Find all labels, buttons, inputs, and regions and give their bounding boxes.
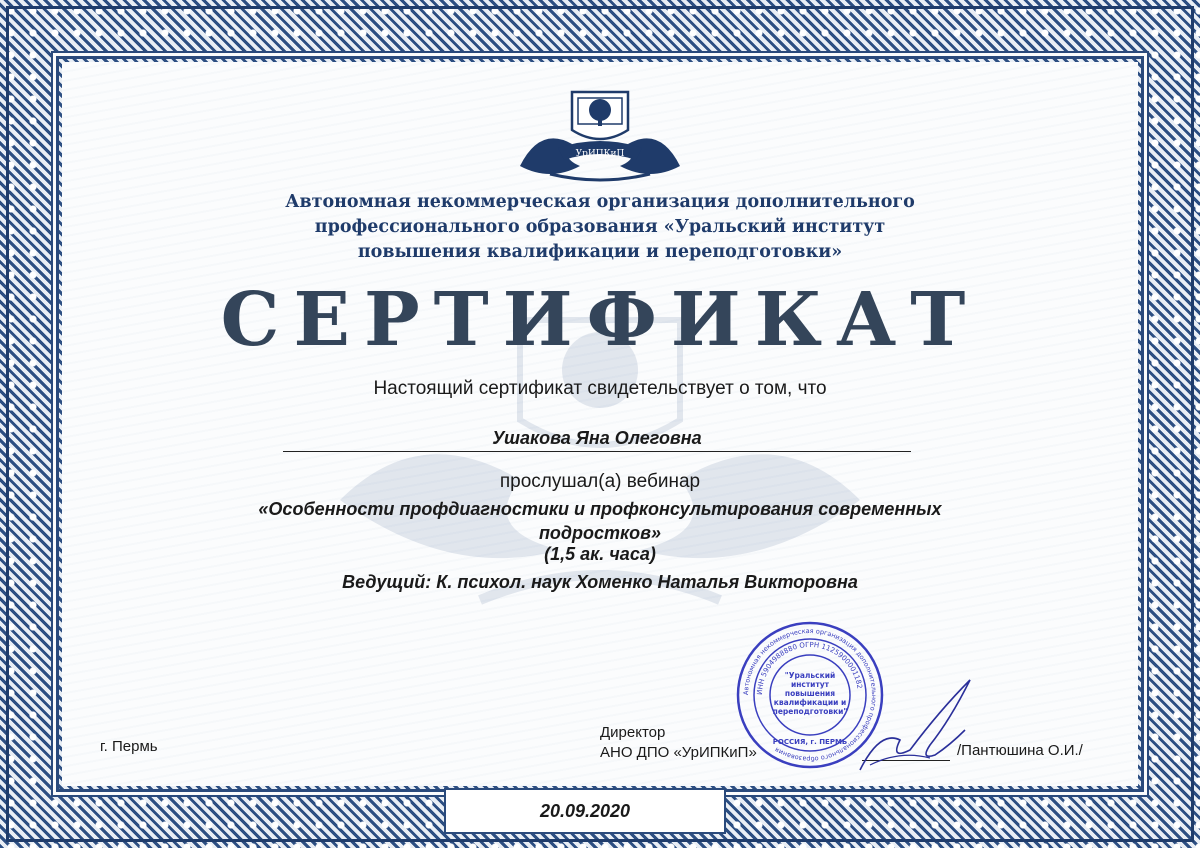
director-signature-icon	[840, 670, 980, 780]
presenter-name: Ведущий: К. психол. наук Хоменко Наталья Викторовна	[342, 572, 858, 592]
svg-text:УрИПКиП: УрИПКиП	[575, 149, 625, 159]
certificate-title: СЕРТИФИКАТ	[220, 277, 980, 363]
tree-book-emblem-icon	[510, 86, 690, 190]
recipient-name: Ушакова Яна Олеговна	[283, 428, 911, 452]
organization-name	[250, 190, 950, 265]
seal-center-line-3: повышения	[784, 689, 836, 698]
webinar-hours: (1,5 ак. часа)	[544, 544, 656, 564]
director-block	[600, 723, 757, 763]
director-title: Директор	[600, 724, 666, 741]
seal-bottom-text: РОССИЯ, г. ПЕРМЬ	[772, 738, 848, 746]
webinar-title	[200, 497, 1000, 545]
org-line-3: повышения квалификации и переподготовки»	[357, 242, 843, 262]
org-line-2: профессионального образования «Уральский институт	[314, 217, 886, 237]
seal-center-line-4: квалификации и	[773, 698, 847, 707]
seal-center-line-2: институт	[790, 680, 830, 689]
issue-date: 20.09.2020	[444, 788, 726, 834]
seal-ring-text: Автономная некоммерческая организация дополнительного профессионального образования	[741, 626, 879, 764]
listened-text: прослушал(а) вебинар	[499, 471, 701, 492]
city-label: г. Пермь	[100, 738, 158, 755]
seal-inner-ring-text: ИНН 5904988880 ОГРН 1125900001182	[755, 640, 864, 696]
org-line-1: Автономная некоммерческая организация дополнительного	[285, 192, 915, 212]
seal-center-line-1: "Уральский	[784, 671, 836, 680]
webinar-title-line-1: «Особенности профдиагностики и профконсультирования современных	[258, 499, 942, 519]
director-name: /Пантюшина О.И./	[957, 742, 1083, 759]
webinar-title-line-2: подростков»	[538, 523, 662, 543]
seal-center-line-5: переподготовки"	[772, 707, 848, 716]
director-org: АНО ДПО «УрИПКиП»	[600, 744, 757, 761]
certifies-text: Настоящий сертификат свидетельствует о том, что	[373, 378, 827, 399]
